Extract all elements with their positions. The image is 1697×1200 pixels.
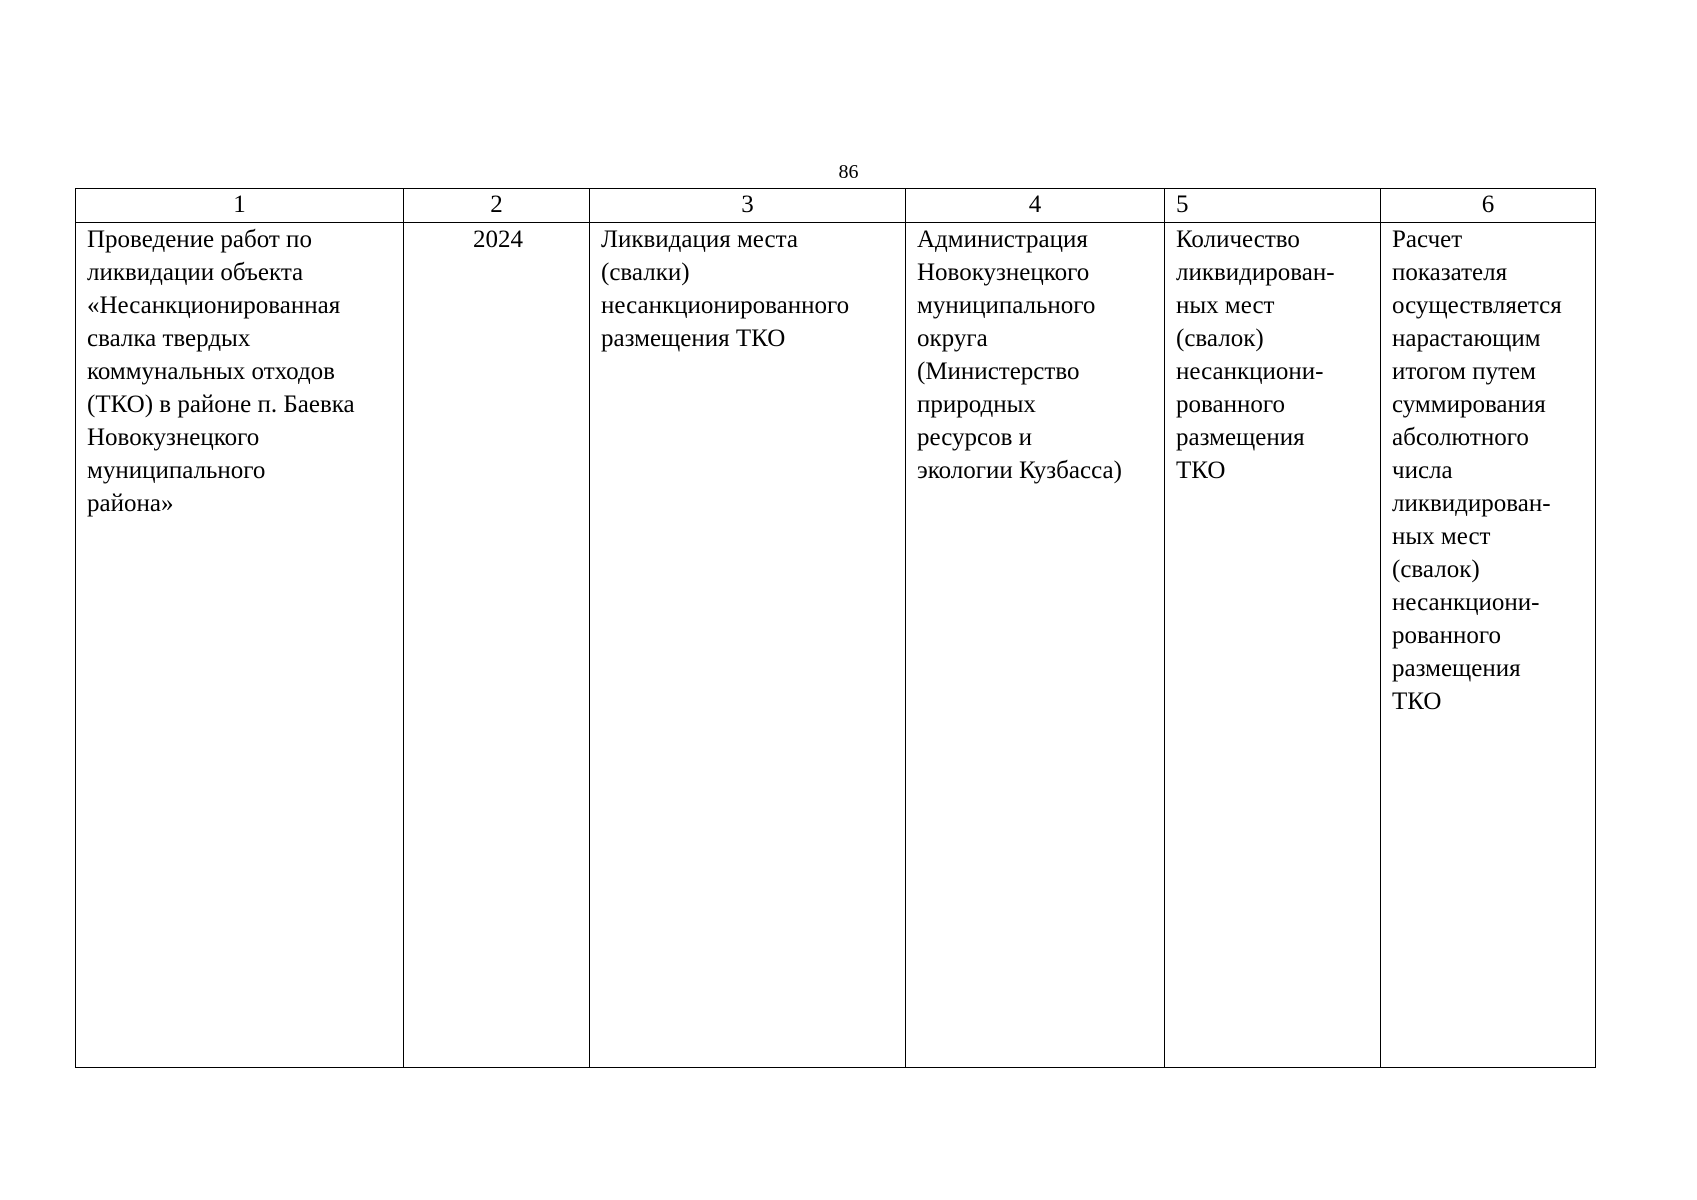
- column-header-3: 3: [590, 189, 906, 223]
- cell-indicator: [1165, 223, 1381, 1068]
- cell-text: Администрация Новокузнецкого муниципального округа (Министерство природных ресурсов и экологии Кузбасса): [917, 226, 1122, 484]
- cell-result: [590, 223, 906, 1068]
- table-header-row: [76, 189, 1596, 223]
- cell-responsible: [906, 223, 1165, 1068]
- cell-text: Расчет показателя осуществляется нарастающим итогом путем суммирования абсолютного числа ликвидирован- ных мест (свалок) несанкциони- рованного размещения ТКО: [1392, 226, 1562, 715]
- document-table: [75, 188, 1596, 1068]
- cell-event-description: [76, 223, 404, 1068]
- cell-text: Количество ликвидирован- ных мест (свалок) несанкциони- рованного размещения ТКО: [1176, 226, 1335, 484]
- column-header-1: 1: [76, 189, 404, 223]
- cell-calculation-method: [1381, 223, 1596, 1068]
- cell-text: Проведение работ по ликвидации объекта «Несанкционированная свалка твердых коммунальных отходов (ТКО) в районе п. Баевка Новокузнецкого муниципального района»: [87, 226, 355, 517]
- table-row: [76, 223, 1596, 1068]
- page-number: 86: [838, 161, 859, 183]
- column-header-2: 2: [404, 189, 590, 223]
- column-header-5: 5: [1165, 189, 1381, 223]
- cell-text: Ликвидация места (свалки) несанкционированного размещения ТКО: [601, 226, 850, 352]
- cell-year: [404, 223, 590, 1068]
- column-header-6: 6: [1381, 189, 1596, 223]
- column-header-4: 4: [906, 189, 1165, 223]
- cell-text: 2024: [473, 226, 523, 253]
